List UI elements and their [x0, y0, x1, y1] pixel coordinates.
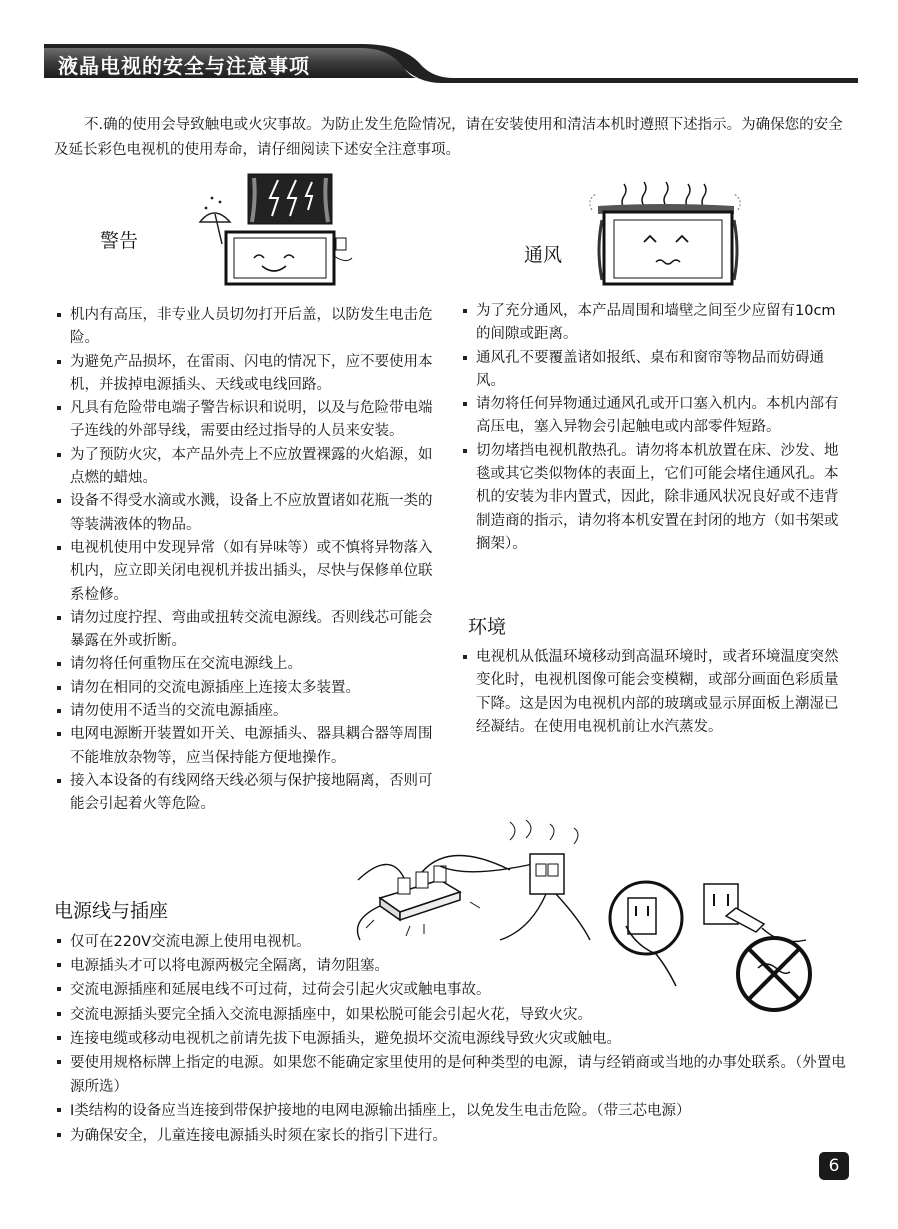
tv-overheat-illustration	[584, 180, 746, 292]
warning-item: 凡具有危险带电端子警告标识和说明，以及与危险带电端子连线的外部导线，需要由经过指导的人员来安装。	[54, 397, 446, 444]
page-number: 6	[819, 1152, 849, 1180]
warning-list	[54, 304, 446, 817]
power-item: 连接电缆或移动电视机之前请先拔下电源插头，避免损坏交流电源线导致火灾或触电。	[54, 1027, 854, 1051]
power-section	[54, 930, 854, 1148]
environment-list	[460, 646, 850, 739]
warning-item: 电网电源断开装置如开关、电源插头、器具耦合器等周围不能堆放杂物等，应当保持能方便地操作。	[54, 723, 446, 770]
power-item: 交流电源插座和延展电线不可过荷，过荷会引起火灾或触电事故。	[54, 978, 854, 1002]
power-list	[54, 930, 854, 1148]
power-item: 要使用规格标牌上指定的电源。如果您不能确定家里使用的是何种类型的电源，请与经销商或当地的办事处联系。（外置电源所选）	[54, 1051, 854, 1099]
environment-item: 电视机从低温环境移动到高温环境时，或者环境温度突然变化时，电视机图像可能会变模糊，或部分画面色彩质量下降。这是因为电视机内部的玻璃或显示屏面板上潮湿已经凝结。在使用电视机前让水汽蒸发。	[460, 646, 850, 739]
power-item: 仅可在220V交流电源上使用电视机。	[54, 930, 854, 954]
environment-section	[460, 646, 850, 739]
power-item: 交流电源插头要完全插入交流电源插座中，如果松脱可能会引起火花，导致火灾。	[54, 1003, 854, 1027]
ventilation-item: 通风孔不要覆盖诸如报纸、桌布和窗帘等物品而妨碍通风。	[460, 347, 850, 394]
overloaded-outlet-illustration	[350, 820, 600, 945]
ventilation-section	[460, 300, 850, 556]
page-title: 液晶电视的安全与注意事项	[58, 54, 310, 78]
warning-item: 为避免产品损坏，在雷雨、闪电的情况下，应不要使用本机，并拔掉电源插头、天线或电线回路。	[54, 351, 446, 398]
warning-item: 请勿过度拧捏、弯曲或扭转交流电源线。否则线芯可能会暴露在外或折断。	[54, 607, 446, 654]
ventilation-title: 通风	[524, 244, 563, 266]
intro-paragraph	[54, 113, 846, 163]
warning-item: 设备不得受水滴或水溅，设备上不应放置诸如花瓶一类的等装满液体的物品。	[54, 490, 446, 537]
tv-lightning-illustration	[196, 168, 356, 292]
warning-item: 电视机使用中发现异常（如有异味等）或不慎将异物落入机内，应立即关闭电视机并拔出插头，尽快与保修单位联系检修。	[54, 537, 446, 607]
warning-item: 请勿使用不适当的交流电源插座。	[54, 700, 446, 723]
warning-item: 请勿将任何重物压在交流电源线上。	[54, 653, 446, 676]
power-title: 电源线与插座	[54, 900, 169, 922]
ventilation-item: 为了充分通风，本产品周围和墙壁之间至少应留有10cm的间隙或距离。	[460, 300, 850, 347]
power-item: Ⅰ类结构的设备应当连接到带保护接地的电网电源输出插座上，以免发生电击危险。（带三芯电源）	[54, 1099, 854, 1123]
section-header	[44, 44, 858, 84]
intro-text: 不.确的使用会导致触电或火灾事故。为防止发生危险情况，请在安装使用和清洁本机时遵照下述指示。为确保您的安全及延长彩色电视机的使用寿命，请仔细阅读下述安全注意事项。	[54, 117, 843, 158]
power-item: 为确保安全，儿童连接电源插头时须在家长的指引下进行。	[54, 1124, 854, 1148]
environment-title: 环境	[468, 616, 507, 638]
warning-item: 为了预防火灾，本产品外壳上不应放置裸露的火焰源，如点燃的蜡烛。	[54, 444, 446, 491]
ventilation-list	[460, 300, 850, 556]
warning-section	[54, 304, 446, 817]
ventilation-item: 请勿将任何异物通过通风孔或开口塞入机内。本机内部有高压电，塞入异物会引起触电或内部零件短路。	[460, 393, 850, 440]
warning-item: 机内有高压，非专业人员切勿打开后盖，以防发生电击危险。	[54, 304, 446, 351]
warning-item: 请勿在相同的交流电源插座上连接太多装置。	[54, 677, 446, 700]
ventilation-item: 切勿堵挡电视机散热孔。请勿将本机放置在床、沙发、地毯或其它类似物体的表面上，它们可能会堵住通风孔。本机的安装为非内置式，因此，除非通风状况良好或不违背制造商的指示，请勿将本机安置在封闭的地方（如书架或搁架）。	[460, 440, 850, 556]
power-item: 电源插头才可以将电源两极完全隔离，请勿阻塞。	[54, 954, 854, 978]
warning-item: 接入本设备的有线网络天线必须与保护接地隔离，否则可能会引起着火等危险。	[54, 770, 446, 817]
warning-title: 警告	[100, 230, 139, 252]
